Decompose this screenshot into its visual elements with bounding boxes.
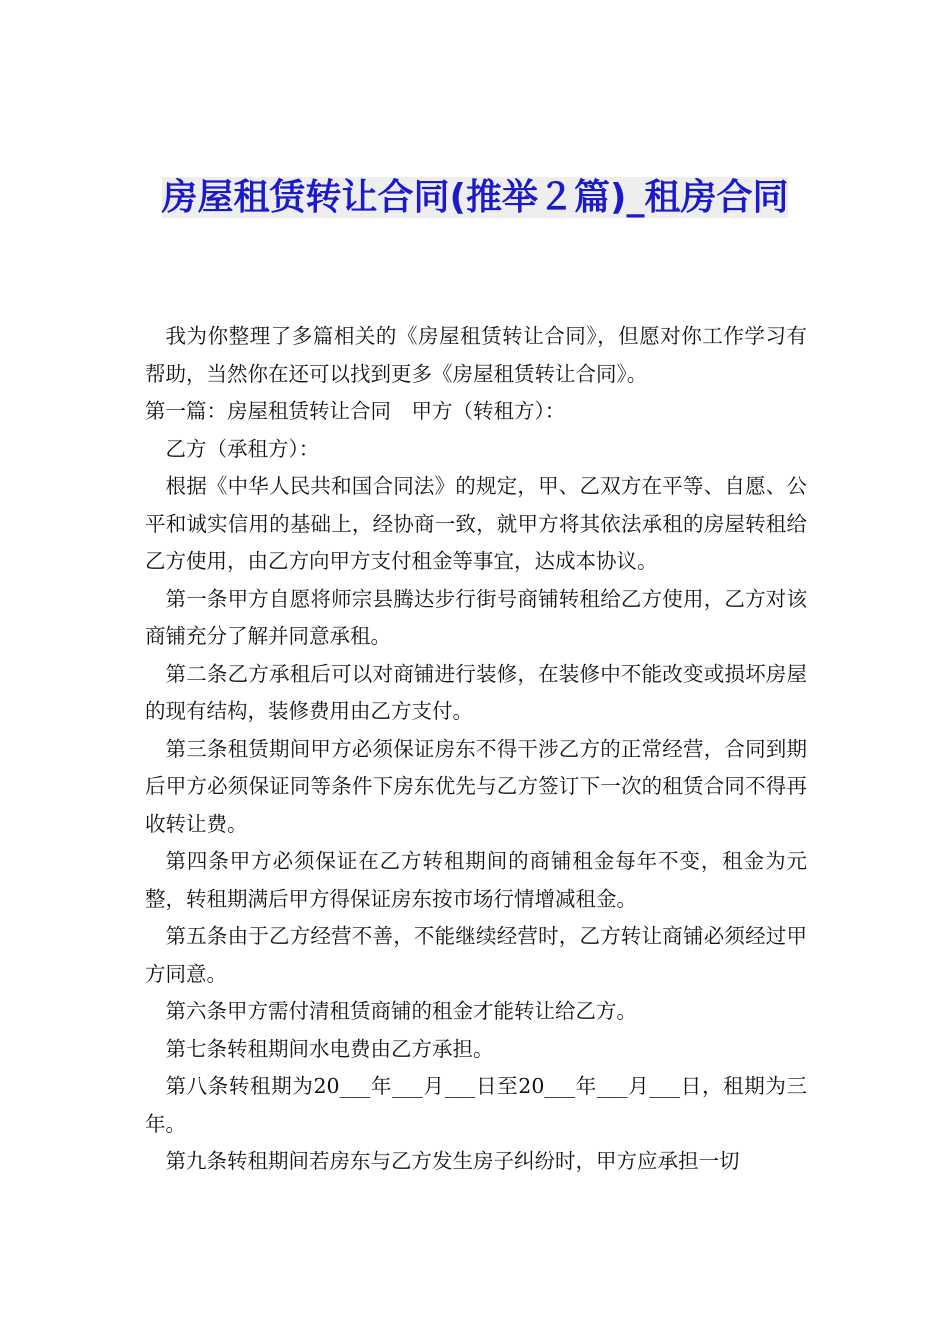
paragraph: 乙方（承租方）： — [165, 436, 320, 461]
document-title: 房屋租赁转让合同(推举２篇)_租房合同 — [161, 177, 789, 218]
paragraph: 第六条甲方需付清租赁商铺的租金才能转让给乙方。 — [165, 999, 637, 1023]
document-body — [145, 318, 807, 1181]
paragraph: 第一条甲方自愿将师宗县腾达步行街号商铺转租给乙方使用，乙方对该商铺充分了解并同意承租。 — [145, 586, 807, 648]
paragraph: 第七条转租期间水电费由乙方承担。 — [165, 1036, 494, 1061]
paragraph: 第九条转租期间若房东与乙方发生房子纠纷时，甲方应承担一切 — [165, 1149, 740, 1173]
paragraph: 根据《中华人民共和国合同法》的规定，甲、乙双方在平等、自愿、公平和诚实信用的基础上，经协商一致，就甲方将其依法承租的房屋转租给乙方使用，由乙方向甲方支付租金等事宜，达成本协议。 — [145, 474, 807, 573]
paragraph: 第一篇：房屋租赁转让合同 甲方（转租方）： — [145, 399, 566, 423]
title-block — [140, 172, 810, 224]
paragraph: 第五条由于乙方经营不善，不能继续经营时，乙方转让商铺必须经过甲方同意。 — [145, 924, 807, 986]
paragraph: 第二条乙方承租后可以对商铺进行装修，在装修中不能改变或损坏房屋的现有结构，装修费用由乙方支付。 — [145, 661, 807, 723]
paragraph: 我为你整理了多篇相关的《房屋租赁转让合同》，但愿对你工作学习有帮助，当然你在还可以找到更多《房屋租赁转让合同》。 — [145, 324, 807, 386]
paragraph: 第八条转租期为20___年___月___日至20___年___月___日，租期为三年。 — [145, 1074, 807, 1136]
paragraph: 第三条租赁期间甲方必须保证房东不得干涉乙方的正常经营，合同到期后甲方必须保证同等条件下房东优先与乙方签订下一次的租赁合同不得再收转让费。 — [145, 736, 807, 836]
paragraph: 第四条甲方必须保证在乙方转租期间的商铺租金每年不变，租金为元整，转租期满后甲方得保证房东按市场行情增减租金。 — [145, 849, 807, 911]
